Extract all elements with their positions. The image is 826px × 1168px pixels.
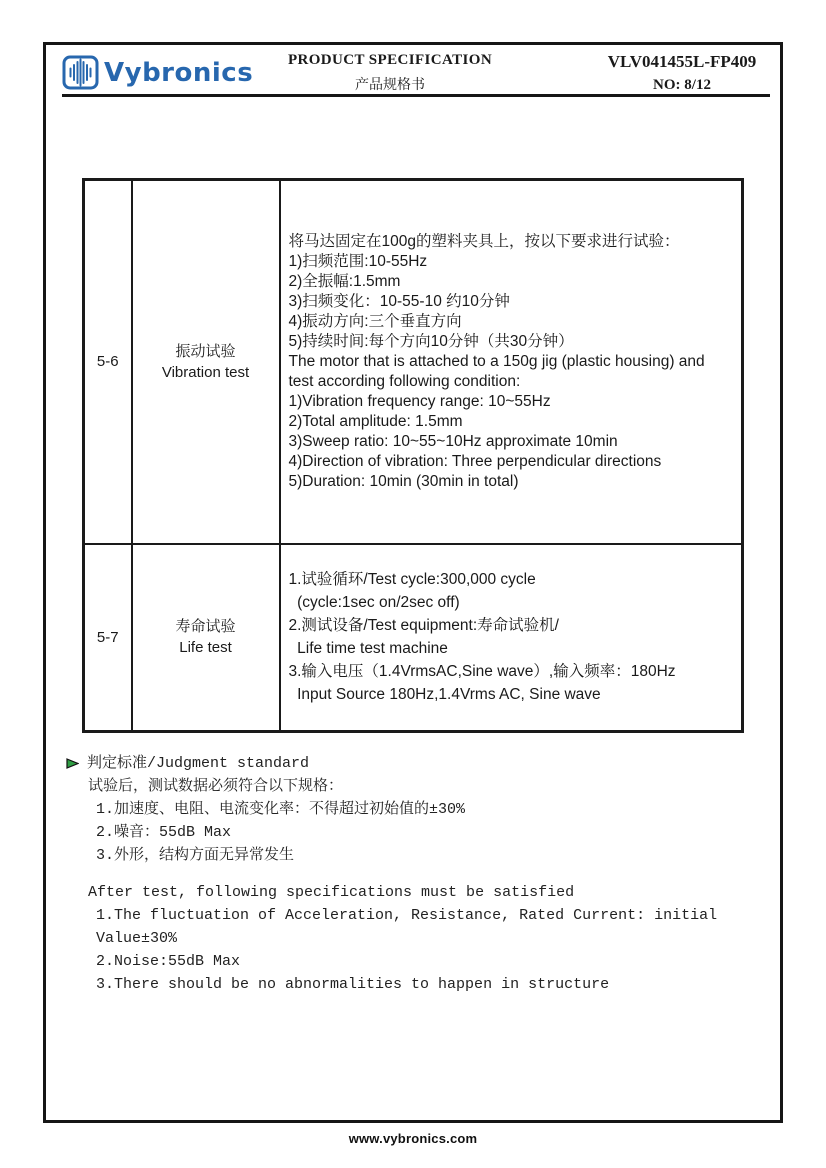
description-line: Input Source 180Hz,1.4Vrms AC, Sine wave [288, 686, 601, 704]
description-line: 5)Duration: 10min (30min in total) [288, 472, 519, 490]
description-line: 3)扫频变化：10-55-10 约10分钟 [288, 292, 510, 310]
judgment-intro-en: After test, following specifications must be satisfied [88, 884, 575, 901]
test-description-cell [280, 180, 743, 544]
description-line: 2.测试设备/Test equipment:寿命试验机/ [288, 617, 559, 635]
description-line: 将马达固定在100g的塑料夹具上，按以下要求进行试验： [288, 232, 680, 250]
page-number: NO: 8/12 [653, 77, 711, 93]
description-line: 3.输入电压（1.4VrmsAC,Sine wave）,输入频率：180Hz [288, 663, 676, 681]
description-line: 1.试验循环/Test cycle:300,000 cycle [288, 571, 536, 589]
judgment-item-zh: 1.加速度、电阻、电流变化率：不得超过初始值的±30% [96, 801, 466, 818]
doc-title-zh: 产品规格书 [355, 78, 425, 93]
doc-title-en: PRODUCT SPECIFICATION [287, 52, 493, 68]
judgment-intro-zh: 试验后，测试数据必须符合以下规格： [88, 778, 344, 795]
waveform-icon [62, 55, 99, 90]
spec-table [82, 178, 744, 733]
test-description-cell [280, 544, 743, 732]
test-name-cell [132, 180, 280, 544]
description-line: 4)Direction of vibration: Three perpendicular directions [288, 452, 662, 470]
table-row-vibration-test [84, 180, 743, 544]
row-id: 5-7 [84, 544, 132, 732]
footer-url: www.vybronics.com [348, 1131, 478, 1146]
judgment-item-zh: 2.噪音：55dB Max [96, 824, 232, 841]
judgment-item-en: 1.The fluctuation of Acceleration, Resistance, Rated Current: initial Value±30% [96, 907, 718, 947]
test-name-en: Vibration test [161, 363, 250, 381]
triangle-bullet-icon [66, 757, 79, 770]
description-line: 1)扫频范围:10-55Hz [288, 252, 428, 270]
page-frame [43, 42, 783, 1123]
description-line: 5)持续时间:每个方向10分钟（共30分钟） [288, 332, 574, 350]
description-line: 2)Total amplitude: 1.5mm [288, 412, 463, 430]
description-line: test according following condition: [288, 372, 521, 390]
header-doc-info [577, 52, 787, 94]
row-id: 5-6 [84, 180, 132, 544]
table-row-life-test [84, 544, 743, 732]
description-line: 3)Sweep ratio: 10~55~10Hz approximate 10min [288, 432, 618, 450]
header-divider [62, 94, 770, 97]
brand-name: Vybronics [104, 57, 254, 88]
description-line: (cycle:1sec on/2sec off) [288, 594, 460, 612]
test-name-zh: 寿命试验 [175, 618, 236, 636]
doc-number: VLV041455L-FP409 [607, 52, 757, 71]
judgment-title-row [66, 752, 766, 775]
test-name-cell [132, 544, 280, 732]
description-line: The motor that is attached to a 150g jig (plastic housing) and [288, 352, 705, 370]
description-line: Life time test machine [288, 640, 448, 658]
judgment-title: 判定标准/Judgment standard [87, 755, 310, 772]
judgment-section [66, 752, 766, 996]
test-name-en: Life test [179, 639, 232, 657]
description-line: 1)Vibration frequency range: 10~55Hz [288, 392, 551, 410]
judgment-item-zh: 3.外形，结构方面无异常发生 [96, 847, 295, 864]
brand-logo [62, 55, 253, 90]
judgment-item-en: 2.Noise:55dB Max [96, 953, 241, 970]
header-title-block [260, 52, 520, 94]
judgment-item-en: 3.There should be no abnormalities to happen in structure [96, 976, 610, 993]
description-line: 4)振动方向:三个垂直方向 [288, 312, 462, 330]
test-name-zh: 振动试验 [175, 342, 236, 360]
description-line: 2)全振幅:1.5mm [288, 272, 401, 290]
